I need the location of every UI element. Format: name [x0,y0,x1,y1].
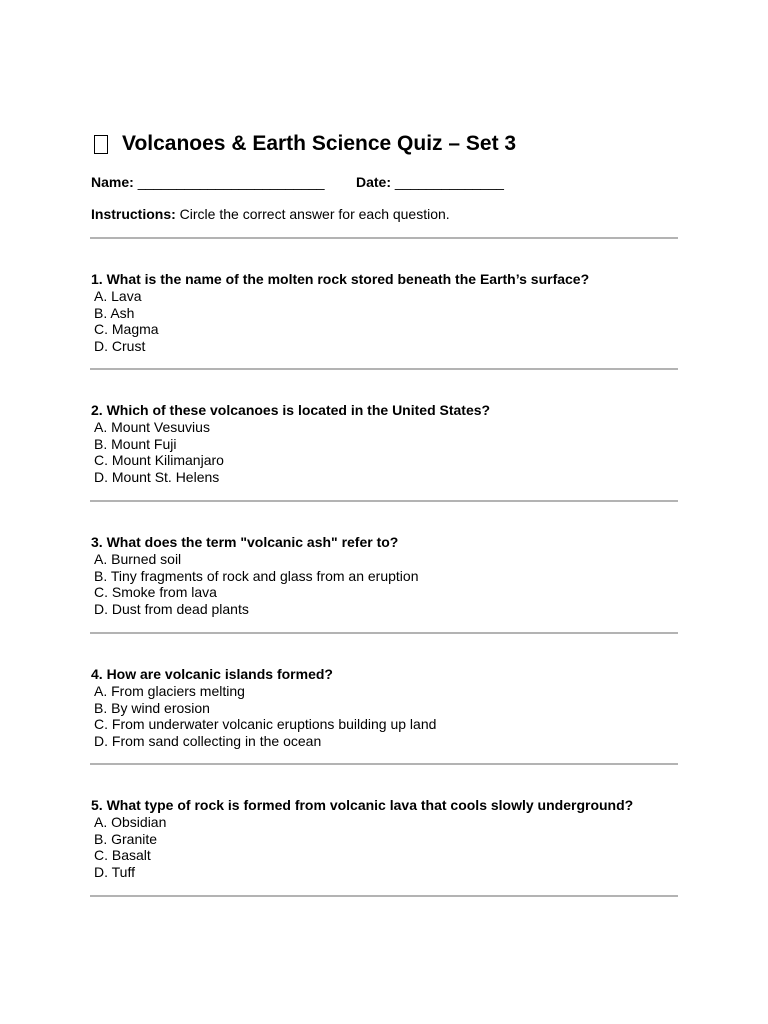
answer-option[interactable]: C. From underwater volcanic eruptions building up land [94,716,437,732]
question-5 [91,797,633,880]
question-text: 2. Which of these volcanoes is located in the United States? [91,402,491,418]
divider [90,237,678,239]
answer-option[interactable]: C. Basalt [94,847,151,863]
answer-option[interactable]: A. Obsidian [94,814,167,830]
instructions [91,204,450,224]
question-text: 4. How are volcanic islands formed? [91,666,333,682]
answer-option[interactable]: A. From glaciers melting [94,683,245,699]
question-3 [91,534,419,617]
answer-option[interactable]: D. Crust [94,337,146,354]
date-label: Date: [356,174,392,190]
answer-option[interactable]: C. Mount Kilimanjaro [94,452,224,468]
date-field [356,172,504,192]
divider [90,500,678,502]
answer-option[interactable]: A. Mount Vesuvius [94,419,210,435]
instructions-label: Instructions: [91,206,176,222]
answer-option[interactable]: D. Tuff [94,863,135,880]
answer-option[interactable]: B. Granite [94,830,158,847]
divider [90,763,678,765]
answer-option[interactable]: B. By wind erosion [94,699,210,716]
answer-option[interactable]: A. Burned soil [94,551,182,567]
answer-option[interactable]: B. Tiny fragments of rock and glass from an eruption [94,567,419,584]
quiz-title-text: Volcanoes & Earth Science Quiz – Set 3 [122,132,517,155]
name-label: Name: [91,174,134,190]
question-1 [91,271,589,354]
question-text: 1. What is the name of the molten rock stored beneath the Earth’s surface? [91,271,590,287]
answer-option[interactable]: B. Ash [94,304,135,321]
answer-option[interactable]: D. Dust from dead plants [94,600,249,617]
question-2 [91,402,490,485]
answer-option[interactable]: D. Mount St. Helens [94,468,220,485]
divider [90,632,678,634]
question-text: 5. What type of rock is formed from volcanic lava that cools slowly underground? [91,797,634,813]
name-blank: ________________________ [137,174,325,190]
instructions-text: Circle the correct answer for each question. [179,206,450,222]
quiz-title [91,127,516,161]
name-field [91,172,325,192]
answer-option[interactable]: D. From sand collecting in the ocean [94,732,322,749]
answer-option[interactable]: B. Mount Fuji [94,435,177,452]
question-4 [91,666,436,749]
divider [90,895,678,897]
question-text: 3. What does the term "volcanic ash" refer to? [91,534,399,550]
answer-option[interactable]: C. Magma [94,321,159,337]
missing-glyph-icon [94,135,108,154]
answer-option[interactable]: A. Lava [94,288,142,304]
answer-option[interactable]: C. Smoke from lava [94,584,217,600]
date-blank: ______________ [394,174,504,190]
divider [90,368,678,370]
